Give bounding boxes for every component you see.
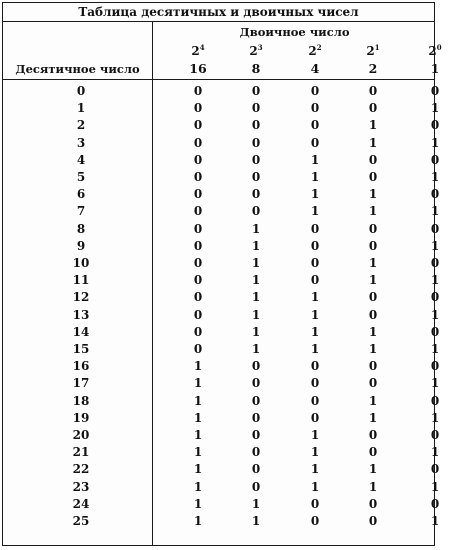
binary-digit: 1: [430, 170, 440, 184]
decimal-value: 25: [72, 514, 90, 528]
decimal-value: 22: [72, 462, 90, 477]
power-base: 2: [428, 44, 437, 58]
binary-digit: 0: [193, 238, 203, 253]
binary-digit: 0: [430, 221, 440, 236]
binary-digit: 1: [251, 324, 261, 339]
binary-digit: 0: [310, 256, 320, 270]
binary-digit: 0: [193, 273, 203, 288]
binary-digit: 1: [430, 307, 440, 322]
binary-digit: 0: [251, 84, 261, 98]
binary-digit: 0: [251, 187, 261, 202]
binary-digit: 1: [251, 496, 261, 511]
binary-digit: 0: [368, 359, 378, 374]
binary-digit: 1: [310, 204, 320, 219]
binary-digit: 0: [430, 290, 440, 305]
decimal-value: 24: [72, 496, 90, 511]
decimal-value: 16: [72, 359, 90, 374]
binary-digit: 0: [430, 359, 440, 374]
binary-digit: 1: [368, 342, 378, 356]
binary-digit: 1: [193, 514, 203, 528]
binary-digit: 0: [310, 410, 320, 425]
binary-digit: 0: [251, 135, 261, 150]
binary-digit: 0: [193, 256, 203, 270]
decimal-value: 0: [76, 84, 86, 98]
binary-digit: 0: [251, 445, 261, 460]
binary-digit: 0: [251, 170, 261, 184]
decimal-value: 2: [76, 118, 86, 133]
binary-digit: 1: [368, 204, 378, 219]
power-label: [420, 43, 450, 58]
binary-digit: 0: [368, 514, 378, 528]
binary-digit: 1: [193, 410, 203, 425]
binary-digit: 1: [310, 324, 320, 339]
binary-digit: 0: [310, 101, 320, 116]
binary-digit: 0: [310, 393, 320, 408]
binary-digit: 0: [193, 84, 203, 98]
binary-digit: 1: [430, 238, 440, 253]
decimal-value: 19: [72, 410, 90, 425]
power-exponent: 0: [436, 43, 442, 52]
binary-digit: 0: [251, 118, 261, 133]
binary-digit: 0: [310, 273, 320, 288]
power-exponent: 2: [316, 43, 322, 52]
decimal-value: 20: [72, 428, 90, 442]
binary-digit: 0: [430, 324, 440, 339]
binary-digit: 1: [193, 479, 203, 494]
binary-digit: 0: [430, 118, 440, 133]
place-value: 8: [251, 61, 261, 76]
binary-digit: 0: [251, 393, 261, 408]
power-label: [183, 43, 213, 58]
binary-digit: 1: [430, 410, 440, 425]
binary-digit: 1: [310, 152, 320, 167]
binary-digit: 0: [193, 204, 203, 219]
power-base: 2: [366, 44, 375, 58]
binary-digit: 1: [368, 135, 378, 150]
table-title: Таблица десятичных и двоичных чисел: [3, 3, 434, 22]
binary-digit: 1: [193, 393, 203, 408]
power-label: [300, 43, 330, 58]
binary-digit: 1: [430, 204, 440, 219]
decimal-value: 6: [76, 187, 86, 202]
binary-digit: 1: [310, 187, 320, 202]
decimal-value: 8: [76, 221, 86, 236]
place-value: 4: [310, 61, 320, 76]
binary-digit: 0: [193, 324, 203, 339]
decimal-value: 14: [72, 324, 90, 339]
table-frame: [2, 2, 442, 546]
binary-digit: 0: [368, 428, 378, 442]
binary-digit: 1: [193, 428, 203, 442]
binary-digit: 0: [368, 152, 378, 167]
binary-digit: 0: [310, 135, 320, 150]
power-label: [241, 43, 271, 58]
decimal-value: 1: [76, 101, 86, 116]
binary-digit: 1: [430, 479, 440, 494]
binary-digit: 1: [310, 428, 320, 442]
binary-digit: 0: [310, 238, 320, 253]
power-base: 2: [308, 44, 317, 58]
decimal-value: 13: [72, 307, 90, 322]
binary-digit: 0: [251, 479, 261, 494]
binary-digit: 1: [310, 170, 320, 184]
binary-digit: 0: [251, 410, 261, 425]
header-divider: [3, 79, 434, 80]
decimal-value: 15: [72, 342, 90, 356]
binary-digit: 1: [193, 496, 203, 511]
binary-digit: 1: [310, 307, 320, 322]
decimal-value: 7: [76, 204, 86, 219]
binary-digit: 1: [430, 135, 440, 150]
binary-digit: 0: [251, 101, 261, 116]
power-exponent: 4: [199, 43, 205, 52]
binary-digit: 0: [430, 256, 440, 270]
binary-digit: 1: [310, 445, 320, 460]
decimal-value: 11: [72, 273, 90, 288]
column-divider: [152, 22, 153, 545]
binary-digit: 1: [251, 273, 261, 288]
binary-digit: 1: [430, 445, 440, 460]
decimal-value: 9: [76, 238, 86, 253]
binary-digit: 1: [310, 479, 320, 494]
binary-digit: 0: [193, 118, 203, 133]
binary-digit: 1: [193, 462, 203, 477]
binary-digit: 0: [193, 187, 203, 202]
binary-digit: 1: [368, 462, 378, 477]
binary-digit: 1: [368, 479, 378, 494]
binary-digit: 1: [368, 187, 378, 202]
binary-digit: 1: [430, 342, 440, 356]
binary-digit: 1: [251, 307, 261, 322]
decimal-value: 4: [76, 152, 86, 167]
binary-digit: 1: [368, 273, 378, 288]
binary-digit: 0: [251, 152, 261, 167]
binary-digit: 0: [193, 152, 203, 167]
binary-digit: 1: [368, 324, 378, 339]
binary-digit: 0: [193, 307, 203, 322]
decimal-value: 5: [76, 170, 86, 184]
binary-digit: 0: [368, 84, 378, 98]
binary-digit: 1: [251, 514, 261, 528]
binary-digit: 0: [193, 221, 203, 236]
binary-digit: 0: [368, 376, 378, 391]
binary-digit: 1: [193, 359, 203, 374]
binary-digit: 0: [251, 359, 261, 374]
binary-digit: 0: [430, 152, 440, 167]
binary-digit: 0: [430, 428, 440, 442]
binary-digit: 1: [193, 445, 203, 460]
decimal-value: 18: [72, 393, 90, 408]
binary-digit: 0: [251, 462, 261, 477]
binary-number-header: Двоичное число: [239, 25, 350, 39]
binary-digit: 1: [368, 256, 378, 270]
binary-digit: 1: [310, 342, 320, 356]
binary-digit: 1: [430, 376, 440, 391]
binary-digit: 0: [251, 376, 261, 391]
binary-digit: 0: [310, 376, 320, 391]
decimal-value: 21: [72, 445, 90, 460]
decimal-value: 12: [72, 290, 90, 305]
binary-digit: 0: [193, 290, 203, 305]
binary-digit: 0: [368, 238, 378, 253]
binary-digit: 1: [368, 393, 378, 408]
binary-digit: 0: [368, 101, 378, 116]
decimal-value: 17: [72, 376, 90, 391]
binary-digit: 0: [368, 170, 378, 184]
binary-digit: 0: [368, 221, 378, 236]
place-value: 2: [368, 61, 378, 76]
binary-digit: 0: [430, 462, 440, 477]
power-exponent: 3: [257, 43, 263, 52]
decimal-value: 3: [76, 135, 86, 150]
power-base: 2: [249, 44, 258, 58]
binary-digit: 1: [251, 238, 261, 253]
decimal-number-header: Десятичное число: [15, 62, 140, 76]
binary-digit: 0: [251, 204, 261, 219]
binary-digit: 0: [251, 428, 261, 442]
binary-digit: 0: [368, 496, 378, 511]
binary-digit: 1: [251, 221, 261, 236]
binary-digit: 1: [430, 514, 440, 528]
binary-digit: 1: [430, 101, 440, 116]
binary-digit: 0: [193, 101, 203, 116]
place-value: 16: [189, 61, 207, 76]
binary-digit: 1: [251, 342, 261, 356]
binary-digit: 0: [310, 221, 320, 236]
binary-digit: 1: [368, 410, 378, 425]
power-base: 2: [191, 44, 200, 58]
binary-digit: 1: [310, 290, 320, 305]
binary-digit: 0: [430, 187, 440, 202]
place-value: 1: [430, 61, 440, 76]
binary-digit: 1: [251, 256, 261, 270]
binary-digit: 0: [430, 84, 440, 98]
binary-digit: 1: [193, 376, 203, 391]
binary-digit: 1: [368, 118, 378, 133]
binary-digit: 0: [310, 514, 320, 528]
binary-digit: 0: [310, 118, 320, 133]
binary-digit: 1: [430, 273, 440, 288]
binary-digit: 0: [193, 342, 203, 356]
decimal-value: 10: [72, 256, 90, 270]
decimal-value: 23: [72, 479, 90, 494]
binary-digit: 0: [310, 84, 320, 98]
binary-digit: 0: [430, 496, 440, 511]
power-exponent: 1: [374, 43, 380, 52]
power-label: [358, 43, 388, 58]
binary-digit: 0: [193, 170, 203, 184]
binary-digit: 0: [430, 393, 440, 408]
binary-digit: 1: [310, 462, 320, 477]
binary-digit: 0: [310, 496, 320, 511]
binary-digit: 0: [368, 307, 378, 322]
binary-digit: 0: [310, 359, 320, 374]
binary-digit: 1: [251, 290, 261, 305]
binary-digit: 0: [368, 290, 378, 305]
binary-digit: 0: [368, 445, 378, 460]
binary-digit: 0: [193, 135, 203, 150]
